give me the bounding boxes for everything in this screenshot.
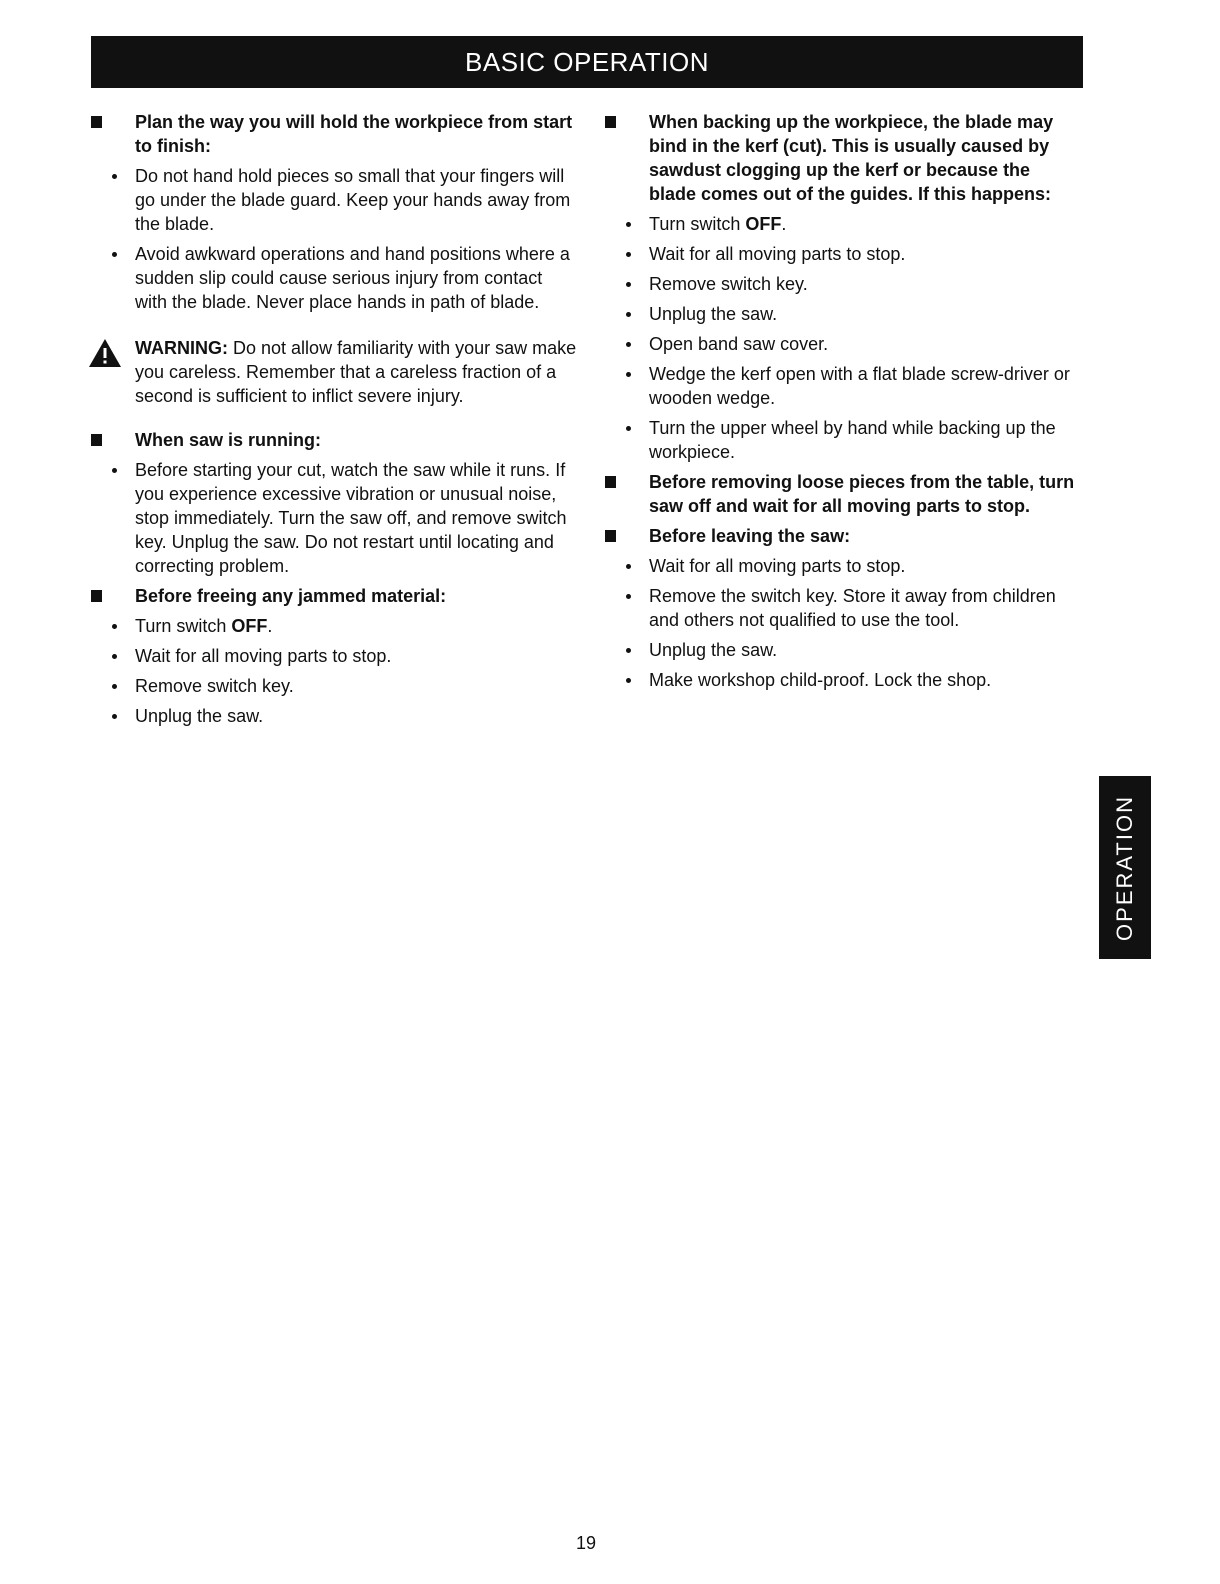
bind-heading <box>602 110 1082 206</box>
list-item <box>88 614 578 638</box>
list-item <box>602 272 1082 296</box>
bullet-icon <box>626 252 631 257</box>
bullet-icon <box>112 714 117 719</box>
list-item-text: Turn the upper wheel by hand while backing up the workpiece. <box>649 418 1056 462</box>
bullet-icon <box>626 342 631 347</box>
left-column <box>88 110 578 734</box>
plan-heading <box>88 110 578 158</box>
list-item-text: Remove the switch key. Store it away from children and others not qualified to use the tool. <box>649 586 1056 630</box>
list-item <box>602 212 1082 236</box>
list-item-text: Unplug the saw. <box>649 640 778 660</box>
bullet-icon <box>626 312 631 317</box>
square-bullet-icon <box>91 116 102 128</box>
plan-heading-text: Plan the way you will hold the workpiece from start to finish: <box>135 112 573 156</box>
bullet-icon <box>626 426 631 431</box>
warning-triangle-icon <box>88 338 122 368</box>
bullet-icon <box>626 372 631 377</box>
list-item-text-suffix: . <box>267 616 273 636</box>
square-bullet-icon <box>91 434 102 446</box>
list-item-text-prefix: Turn switch <box>135 616 232 636</box>
warning-block <box>88 336 578 408</box>
list-item-text-suffix: . <box>781 214 787 234</box>
list-item-text: Unplug the saw. <box>649 304 778 324</box>
bullet-icon <box>112 624 117 629</box>
list-item <box>88 644 578 668</box>
list-item-text: Remove switch key. <box>649 274 808 294</box>
right-column <box>602 110 1082 698</box>
list-item <box>602 416 1082 464</box>
warning-text: Do not allow familiarity with your saw make you careless. Remember that a careless fraction of a second is sufficient to inflict severe injury. <box>135 338 577 406</box>
list-item <box>602 638 1082 662</box>
section-header-bar <box>91 36 1083 88</box>
bullet-icon <box>626 564 631 569</box>
bullet-icon <box>112 654 117 659</box>
leaving-heading-text: Before leaving the saw: <box>649 526 851 546</box>
section-title: BASIC OPERATION <box>465 46 709 77</box>
square-bullet-icon <box>91 590 102 602</box>
list-item-text: Avoid awkward operations and hand positions where a sudden slip could cause serious injury from contact with the blade. Never place hands in path of blade. <box>135 244 570 312</box>
list-item <box>602 362 1082 410</box>
bind-heading-text: When backing up the workpiece, the blade may bind in the kerf (cut). This is usually caused by sawdust clogging up the kerf or because the blade comes out of the guides. If this happens: <box>649 112 1054 204</box>
bullet-icon <box>112 174 117 179</box>
bullet-icon <box>626 222 631 227</box>
list-item-text: Open band saw cover. <box>649 334 829 354</box>
running-heading-text: When saw is running: <box>135 430 322 450</box>
square-bullet-icon <box>605 116 616 128</box>
off-label: OFF <box>745 214 782 234</box>
list-item-text: Wait for all moving parts to stop. <box>135 646 392 666</box>
list-item <box>88 242 578 314</box>
page-number: 19 <box>575 1533 597 1553</box>
list-item-text: Make workshop child-proof. Lock the shop. <box>649 670 992 690</box>
list-item <box>88 164 578 236</box>
square-bullet-icon <box>605 530 616 542</box>
list-item <box>602 668 1082 692</box>
bullet-icon <box>626 282 631 287</box>
list-item-text: Wedge the kerf open with a flat blade screw-driver or wooden wedge. <box>649 364 1070 408</box>
list-item-text-prefix: Turn switch <box>649 214 746 234</box>
jam-heading-text: Before freeing any jammed material: <box>135 586 447 606</box>
list-item-text: Remove switch key. <box>135 676 294 696</box>
list-item <box>88 458 578 578</box>
bullet-icon <box>626 678 631 683</box>
warning-label: WARNING: <box>135 338 228 358</box>
bullet-icon <box>112 468 117 473</box>
list-item-text: Wait for all moving parts to stop. <box>649 244 906 264</box>
list-item-text: Unplug the saw. <box>135 706 264 726</box>
off-label: OFF <box>231 616 268 636</box>
bullet-icon <box>112 684 117 689</box>
list-item-text: Do not hand hold pieces so small that your fingers will go under the blade guard. Keep your hands away from the blade. <box>135 166 571 234</box>
list-item-text: Before starting your cut, watch the saw while it runs. If you experience excessive vibration or unusual noise, stop immediately. Turn the saw off, and remove switch key. Unplug the saw. Do not restart until locating and correcting problem. <box>135 460 567 576</box>
bullet-icon <box>626 648 631 653</box>
list-item <box>88 674 578 698</box>
list-item <box>602 554 1082 578</box>
list-item <box>602 242 1082 266</box>
square-bullet-icon <box>605 476 616 488</box>
loose-heading <box>602 470 1082 518</box>
bullet-icon <box>626 594 631 599</box>
running-heading <box>88 428 578 452</box>
section-side-tab <box>1099 776 1151 959</box>
loose-heading-text: Before removing loose pieces from the table, turn saw off and wait for all moving parts to stop. <box>649 472 1075 516</box>
list-item <box>88 704 578 728</box>
list-item <box>602 332 1082 356</box>
bullet-icon <box>112 252 117 257</box>
side-tab-label: OPERATION <box>1112 794 1137 941</box>
jam-heading <box>88 584 578 608</box>
list-item <box>602 584 1082 632</box>
list-item-text: Wait for all moving parts to stop. <box>649 556 906 576</box>
list-item <box>602 302 1082 326</box>
leaving-heading <box>602 524 1082 548</box>
